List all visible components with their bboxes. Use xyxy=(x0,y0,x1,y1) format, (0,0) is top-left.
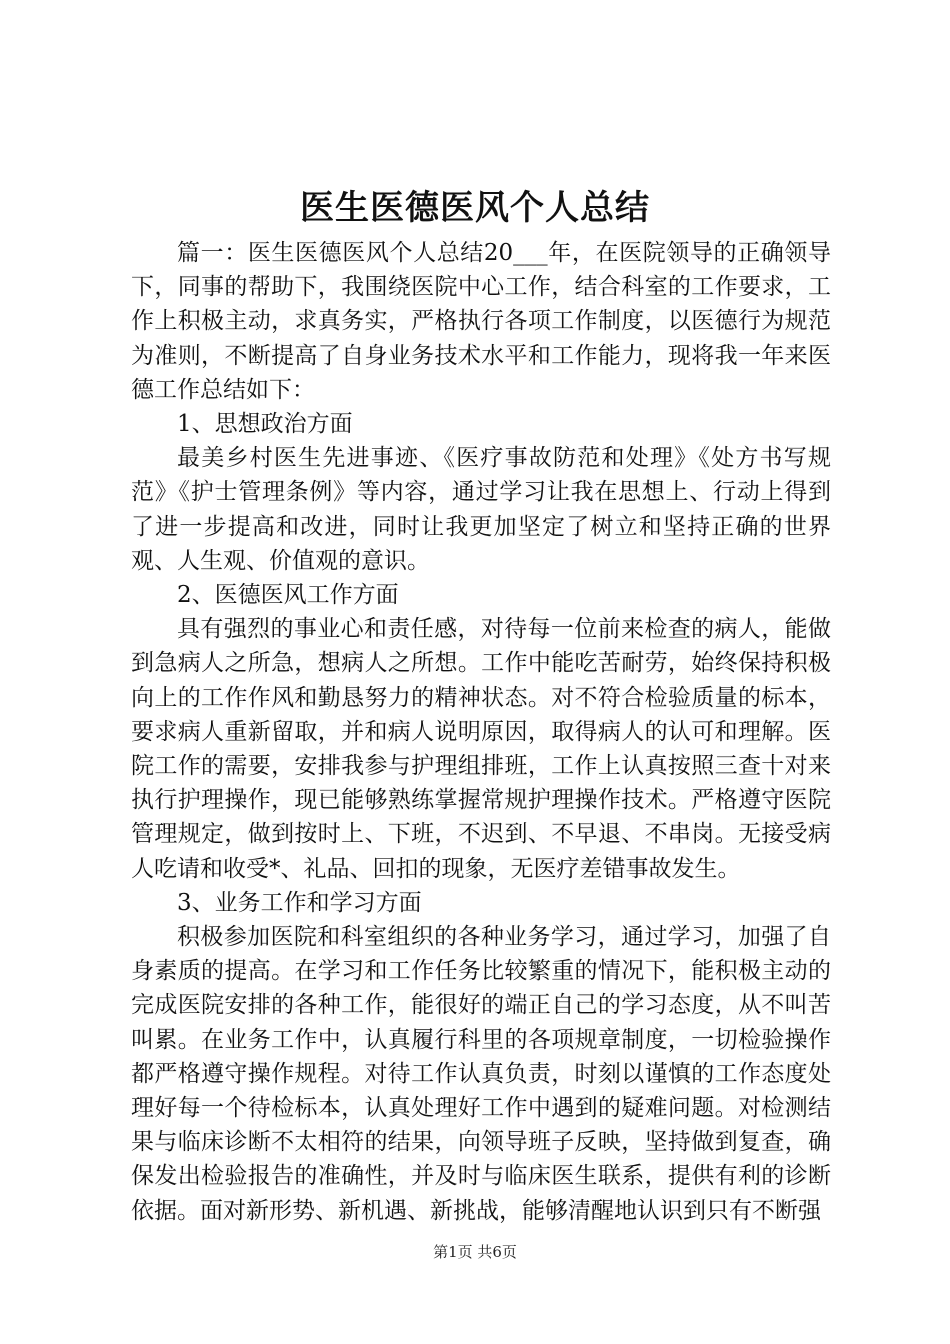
document-body xyxy=(131,236,831,1228)
paragraph-intro: 篇一：医生医德医风个人总结20___年，在医院领导的正确领导下，同事的帮助下，我围绕医院中心工作，结合科室的工作要求，工作上积极主动，求真务实，严格执行各项工作制度，以医德行为规范为准则，不断提高了自身业务技术水平和工作能力，现将我一年来医德工作总结如下： xyxy=(131,240,831,403)
section-heading-3: 3、业务工作和学习方面 xyxy=(177,889,422,916)
paragraph-section-3: 积极参加医院和科室组织的各种业务学习，通过学习，加强了自身素质的提高。在学习和工作任务比较繁重的情况下，能积极主动的完成医院安排的各种工作，能很好的端正自己的学习态度，从不叫苦叫累。在业务工作中，认真履行科里的各项规章制度，一切检验操作都严格遵守操作规程。对待工作认真负责，时刻以谨慎的工作态度处理好每一个待检标本，认真处理好工作中遇到的疑难问题。对检测结果与临床诊断不太相符的结果，向领导班子反映，坚持做到复查，确保发出检验报告的准确性，并及时与临床医生联系，提供有利的诊断依据。面对新形势、新机遇、新挑战，能够清醒地认识到只有不断强 xyxy=(131,924,831,1224)
section-heading-2: 2、医德医风工作方面 xyxy=(177,582,399,609)
page-footer: 第1页 共6页 xyxy=(433,1243,517,1261)
paragraph-section-1: 最美乡村医生先进事迹、《医疗事故防范和处理》《处方书写规范》《护士管理条例》等内容，通过学习让我在思想上、行动上得到了进一步提高和改进，同时让我更加坚定了树立和坚持正确的世界观、人生观、价值观的意识。 xyxy=(131,445,831,574)
paragraph-section-2: 具有强烈的事业心和责任感，对待每一位前来检查的病人，能做到急病人之所急，想病人之所想。工作中能吃苦耐劳，始终保持积极向上的工作作风和勤恳努力的精神状态。对不符合检验质量的标本，要求病人重新留取，并和病人说明原因，取得病人的认可和理解。医院工作的需要，安排我参与护理组排班，工作上认真按照三查十对来执行护理操作，现已能够熟练掌握常规护理操作技术。严格遵守医院管理规定，做到按时上、下班，不迟到、不早退、不串岗。无接受病人吃请和收受*、礼品、回扣的现象，无医疗差错事故发生。 xyxy=(131,616,831,882)
document-title: 医生医德医风个人总结 xyxy=(300,188,650,228)
section-heading-1: 1、思想政治方面 xyxy=(177,411,353,438)
